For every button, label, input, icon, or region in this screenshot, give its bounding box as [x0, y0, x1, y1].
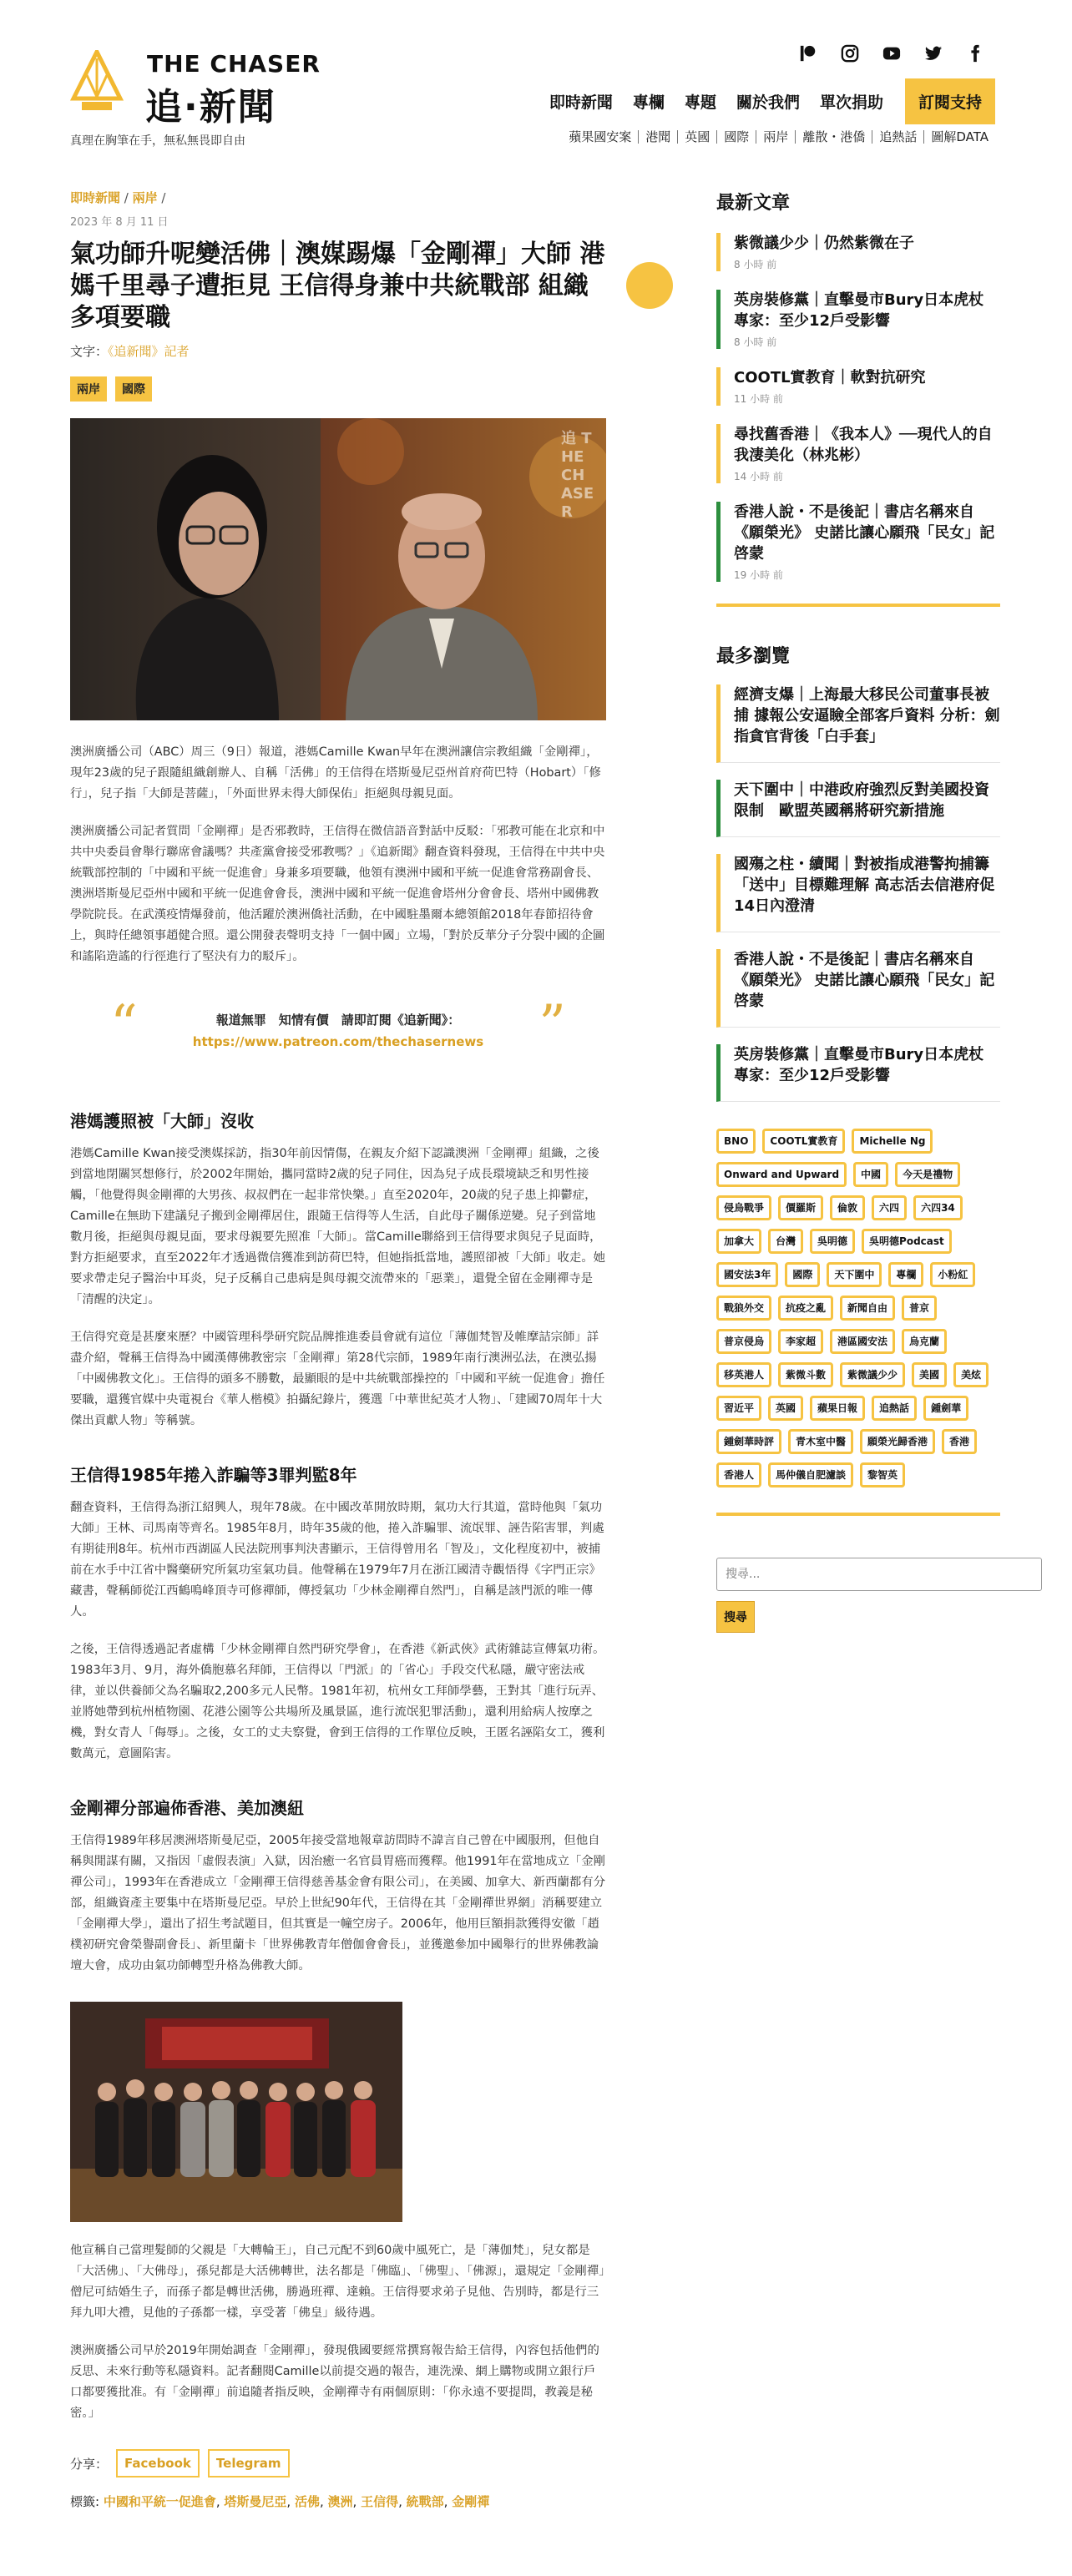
- subnav-item[interactable]: 港聞: [638, 130, 677, 144]
- social-links: [798, 43, 985, 63]
- popular-article-item[interactable]: 英房裝修黨｜直擊曼市Bury日本虎杖 專家：至少12戶受影響: [716, 1044, 1000, 1102]
- latest-article-title[interactable]: 香港人說・不是後記｜書店名稱來自《願榮光》 史諾比讓心願飛「民女」記啓蒙: [734, 503, 995, 563]
- section-heading: 港媽護照被「大師」沒收: [70, 1111, 254, 1131]
- tag-cloud-item[interactable]: 烏克蘭: [902, 1329, 947, 1354]
- tag-cloud-item[interactable]: 願榮光歸香港: [860, 1429, 935, 1454]
- tag-cloud-item[interactable]: 專欄: [888, 1262, 923, 1287]
- tag-cloud-item[interactable]: 倫敦: [830, 1195, 865, 1220]
- category-tag[interactable]: 兩岸: [70, 376, 107, 402]
- latest-articles-heading: 最新文章: [716, 193, 791, 214]
- site-header: [0, 0, 1072, 167]
- latest-article-time: 8 小時 前: [734, 259, 777, 270]
- popular-article-item[interactable]: 國殤之柱・續聞｜對被指成港警拘捕籌「送中」目標難理解 高志活去信港府促14日內澄清: [716, 854, 1000, 932]
- tags-label: 標籤:: [70, 2494, 104, 2509]
- tag-cloud-item[interactable]: 黎智英: [860, 1462, 905, 1488]
- latest-article-title[interactable]: 尋找舊香港｜《我本人》──現代人的自我淒美化（林兆彬）: [734, 426, 993, 464]
- latest-article-item[interactable]: [716, 502, 1000, 582]
- hero-watermark: 追 THE CHASER: [561, 430, 594, 521]
- popular-articles-heading: 最多瀏覽: [716, 646, 791, 667]
- latest-article-title[interactable]: 紫微議少少｜仍然紫微在子: [734, 235, 914, 252]
- latest-article-item[interactable]: [716, 290, 1000, 349]
- tag-cloud-item[interactable]: 追熱話: [872, 1396, 917, 1421]
- article-paragraph: 王信得究竟是甚麼來歷？中國管理科學研究院品牌推進委員會就有這位「薄伽梵智及帷摩詰宗師」詳盡介紹，聲稱王信得為中國漢傳佛教密宗「金剛禪」第28代宗師，1989年南行澳洲弘法，在澳弘揚「中國佛教文化」。王信得的頭多不勝數，最顯眼的是中共統戰部操控的「中國和平統一促進會」擔任要職，還獲官媒中央電視台《華人楷模》拍攝紀錄片，獲選「中華世紀英才人物」、「建國70周年十大傑出貢獻人物」等稱號。: [70, 1331, 605, 1427]
- article-paragraph: 王信得1989年移居澳洲塔斯曼尼亞，2005年接受當地報章訪問時不諱言自己曾在中國服刑，但他自稱與閒謀有關，又指因「虛假表演」入獄，因治癒一名官員胃癌而獲釋。他1991年在當地成立「金剛禪公司」，1993年在香港成立「金剛禪王信得慈善基金會有限公司」，在美國、加拿大、新西蘭都有分部，組織資產主要集中在塔斯曼尼亞。早於上世紀90年代，王信得在其「金剛禪世界網」消稱要建立「金剛禪大學」，還出了招生考試題目，但其實是一幢空房子。2006年，他用巨額捐款獲得安徽「趙樸初研究會榮譽副會長」、新里蘭卡「世界佛教青年僧伽會會長」，並獲邀參加中國舉行的世界佛教論壇大會，成功由氣功師轉型升格為佛教大師。: [70, 1834, 606, 1972]
- tag-cloud-item[interactable]: 吳明德: [810, 1229, 855, 1254]
- pen-nib-logo-icon: [70, 50, 124, 119]
- article-paragraph: 澳洲廣播公司早於2019年開始調查「金剛禪」，發現俄國要經常撰寫報告給王信得，內容包括他們的反思、未來行動等私隱資料。記者翻閱Camille以前提交過的報告，連洗澡、網上購物或開立銀行戶口都要獲批准。有「金剛禪」前追隨者指反映，金剛禪寺有兩個原則：「你永遠不要提問，教義是秘密。」: [70, 2344, 599, 2420]
- section-heading: 王信得1985年捲入詐騙等3罪判監8年: [70, 1465, 357, 1485]
- article-paragraph: 他宣稱自己當理髮師的父親是「大轉輪王」，自己元配不到60歲中風死亡，是「薄伽梵」，兒女都是「大活佛」、「大佛母」，孫兒都是大活佛轉世，法名都是「佛臨」、「佛聖」、「佛源」，還規定「金剛禪」僧尼可結婚生子，而孫子都是轉世活佛，勝過班禪、達賴。王信得要求弟子見他、告別時，都是行三拜九叩大禮，見他的子孫都一樣，享受著「佛皇」級待遇。: [70, 2244, 605, 2320]
- tag-cloud-item[interactable]: 普京: [902, 1296, 937, 1321]
- tag-cloud-item[interactable]: 六四34: [913, 1195, 963, 1220]
- nav-item-breaking[interactable]: 即時新聞: [549, 93, 613, 112]
- category-tags: [70, 376, 606, 402]
- latest-article-item[interactable]: [716, 233, 1000, 271]
- byline-label: 文字：: [70, 344, 109, 359]
- sidebar-divider: [716, 604, 1000, 607]
- tag-cloud-item[interactable]: 英國: [768, 1396, 803, 1421]
- tag-cloud-item[interactable]: 鍾劍華時評: [716, 1429, 781, 1454]
- subnav-item[interactable]: 蘋果國安案: [569, 129, 632, 144]
- subnav-item[interactable]: 圖解DATA: [923, 130, 995, 144]
- share-label: 分享：: [70, 2456, 109, 2472]
- search-button[interactable]: 搜尋: [716, 1601, 755, 1633]
- main-navigation: [539, 78, 995, 124]
- article-tag-link[interactable]: 王信得: [361, 2494, 399, 2509]
- article-headline: 氣功師升呢變活佛｜澳媒踢爆「金剛禪」大師 港媽千里尋子遭拒見 王信得身兼中共統戰部 組織多項要職: [70, 240, 605, 332]
- tag-cloud-item[interactable]: 新聞自由: [840, 1296, 895, 1321]
- logo-chinese-text: 追·新聞: [145, 86, 276, 129]
- category-tag[interactable]: 國際: [115, 376, 152, 402]
- facebook-icon[interactable]: [965, 43, 985, 63]
- site-tagline: 真理在胸筆在手，無私無畏即自由: [70, 134, 245, 148]
- tag-cloud-item[interactable]: 蘋果日報: [810, 1396, 865, 1421]
- tag-cloud-item[interactable]: 馬仲儀自肥濾談: [768, 1462, 853, 1488]
- tag-cloud-item[interactable]: 中國: [853, 1162, 888, 1187]
- tag-cloud-item[interactable]: Michelle Ng: [852, 1129, 933, 1154]
- close-quote-icon: ”: [539, 994, 566, 1056]
- hero-photo-illustration: [70, 418, 606, 720]
- article-tags: 標籤: 中國和平統一促進會, 塔斯曼尼亞, 活佛, 澳洲, 王信得, 統戰部, 金剛禪: [70, 2494, 490, 2509]
- latest-article-title[interactable]: COOTL實教育｜軟對抗研究: [734, 369, 926, 386]
- latest-article-time: 14 小時 前: [734, 471, 783, 482]
- sub-navigation: [562, 130, 995, 144]
- tag-cloud-item[interactable]: 香港人: [716, 1462, 761, 1488]
- tag-cloud-item[interactable]: 加拿大: [716, 1229, 761, 1254]
- subnav-item[interactable]: 英國: [677, 130, 716, 144]
- tag-cloud-item[interactable]: 李家超: [778, 1329, 823, 1354]
- group-photo: [70, 2002, 402, 2222]
- patreon-icon[interactable]: [798, 43, 818, 63]
- latest-article-item[interactable]: [716, 424, 1000, 483]
- latest-article-time: 11 小時 前: [734, 393, 783, 405]
- subnav-item[interactable]: 追熱話: [872, 130, 923, 144]
- tag-cloud-item[interactable]: 天下圍中: [827, 1262, 882, 1287]
- tag-cloud-item[interactable]: 美炫: [953, 1362, 989, 1387]
- share-telegram-button[interactable]: Telegram: [208, 2449, 290, 2478]
- quote-text: 報道無罪 知情有價 請即訂閱《追新聞》：: [215, 1013, 461, 1028]
- tag-cloud-item[interactable]: 戰狼外交: [716, 1296, 771, 1321]
- tag-cloud-item[interactable]: 移英港人: [716, 1362, 771, 1387]
- hero-image: [70, 418, 606, 720]
- article-paragraph: 翻查資料，王信得為浙江紹興人，現年78歲。在中國改革開放時期，氣功大行其道，當時他與「氣功大師」王林、司馬南等齊名。1985年8月，時年35歲的他，捲入詐騙罪、流氓罪、誣告陷害罪，判處有期徒刑8年。杭州市西湖區人民法院刑事判決書顯示，王信得曾用名「智及」，文化程度初中，被捕前在水手中江省中醫藥研究所氣功室氣功員。他聲稱在1979年7月在浙江國清寺觀悟得《字門正宗》藏書，聲稱師從江西鶴鳴峰頂寺可修禪師，傳授氣功「少林金剛禪自然門」，自稱是該門派的唯一傳人。: [70, 1501, 604, 1619]
- subnav-item[interactable]: 國際: [716, 130, 756, 144]
- search-input[interactable]: [716, 1558, 1042, 1591]
- nav-item-columns[interactable]: 專欄: [632, 93, 665, 112]
- tag-cloud-item[interactable]: 國安法3年: [716, 1262, 778, 1287]
- site-logo[interactable]: [70, 43, 321, 127]
- open-quote-icon: “: [110, 994, 138, 1056]
- subscribe-button[interactable]: 訂閱支持: [905, 78, 995, 124]
- tag-cloud-item[interactable]: 吳明德Podcast: [862, 1229, 952, 1254]
- tag-cloud-item[interactable]: 紫微議少少: [840, 1362, 905, 1387]
- article-tag-link[interactable]: 中國和平統一促進會: [103, 2494, 216, 2509]
- share-row: [70, 2449, 606, 2478]
- nav-item-donate[interactable]: 單次捐助: [819, 93, 883, 112]
- breadcrumb: 即時新聞 / 兩岸 /: [70, 190, 166, 205]
- tag-cloud-item[interactable]: 紫微斗數: [778, 1362, 833, 1387]
- popular-article-item[interactable]: 香港人說・不是後記｜書店名稱來自《願榮光》 史諾比讓心願飛「民女」記啓蒙: [716, 949, 1000, 1028]
- article-paragraph: 之後，王信得透過記者虛構「少林金剛禪自然門研究學會」，在香港《新武俠》武術雜誌宣傳氣功術。1983年3月、9月，海外僑胞慕名拜師，王信得以「門派」的「省心」手段交代私隱，嚴守密法戒律，並以供養師父為名騙取2,200多元人民幣。1981年初，杭州女工拜師學藝，王對其「進行玩弄、並將她帶到杭州植物園、花港公園等公共場所及風景區，進行流氓犯罪活動」，還利用給病人按摩之機，對女青人「侮辱」。之後，女工的丈夫察覺，會到王信得的工作單位反映，王匿名誣陷女工，獲利數萬元，意圖陷害。: [70, 1643, 605, 1760]
- tag-cloud-item[interactable]: Onward and Upward: [716, 1162, 847, 1187]
- twitter-icon[interactable]: [923, 43, 943, 63]
- tag-cloud-item[interactable]: 香港: [942, 1429, 977, 1454]
- article-paragraph: 港媽Camille Kwan接受澳媒採訪，指30年前因情傷，在親友介紹下認識澳洲「金剛禪」組織，之後到當地閉關冥想修行，於2002年開始，攜同當時2歲的兒子同住，因為兒子成長環境缺乏和男性接觸，「他覺得與金剛禪的大男孩、叔叔們在一起非常快樂。」直至2020年，20歲的兒子患上抑鬱症，Camille在無助下建議兒子搬到金剛禪居住，跟隨王信得等人生活，自此母子關係逆變。兒子到當地數月後，拒絕與母親見面，要求母親要先照准「大師」。當Camille聯絡到王信得要求與兒子見面時，對方拒絕要求，直至2022年才透過微信獲准到訪荷巴特，但她指抵當地，護照卻被「大師」收走。她要求帶走兒子醫治中耳炎，兒子反稱自己患病是與母親交流帶來的「惡業」，還覺全留在金剛禪寺是「清醒的決定」。: [70, 1147, 606, 1306]
- sidebar: [716, 189, 1000, 1633]
- tag-cloud-item[interactable]: 習近平: [716, 1396, 761, 1421]
- tag-cloud-item[interactable]: COOTL實教育: [762, 1129, 845, 1154]
- youtube-icon[interactable]: [882, 43, 902, 63]
- tag-cloud-item[interactable]: 國際: [785, 1262, 820, 1287]
- tag-cloud-item[interactable]: 美國: [912, 1362, 947, 1387]
- article-tag-link[interactable]: 塔斯曼尼亞: [224, 2494, 287, 2509]
- instagram-icon[interactable]: [840, 43, 860, 63]
- tag-cloud-item[interactable]: 港區國安法: [830, 1329, 895, 1354]
- tag-cloud-item[interactable]: 小粉紅: [930, 1262, 975, 1287]
- article-paragraph: 澳洲廣播公司（ABC）周三（9日）報道，港媽Camille Kwan早年在澳洲讓信宗教組織「金剛禪」，現年23歲的兒子跟隨組織創辦人、自稱「活佛」的王信得在塔斯曼尼亞州首府荷巴特（Hobart）「修行」，兒子指「大師是菩薩」，「外面世界未得大師保佑」拒絕與母親見面。: [70, 745, 601, 801]
- nav-item-features[interactable]: 專題: [684, 93, 716, 112]
- sidebar-divider: [716, 1513, 1000, 1516]
- tag-cloud-item[interactable]: 價羅斯: [778, 1195, 823, 1220]
- share-facebook-button[interactable]: Facebook: [116, 2449, 200, 2478]
- nav-item-about[interactable]: 關於我們: [736, 93, 800, 112]
- latest-article-time: 8 小時 前: [734, 336, 777, 348]
- article-paragraph: 澳洲廣播公司記者質問「金剛禪」是否邪教時，王信得在微信語音對話中反駁：「邪教可能在北京和中共中央委員會舉行聯席會議嗎？共產黨會接受邪教嗎？」《追新聞》翻查資料發現，王信得在中共中央統戰部控制的「中國和平統一促進會」身兼多項要職，他領有澳洲中國和平統一促進會常務副會長、澳洲塔斯曼尼亞州中國和平統一促進會會長，澳洲中國和平統一促進會塔州分會會長、塔州中國佛教學院院長。在武漢疫情爆發前，他活躍於澳洲僑社活動，在中國駐墨爾本總領館2018年春節招待會上，與時任總領事趙健合照。還公開發表聲明支持「一個中國」立場，「對於反華分子分裂中國的企圖和謠陷造謠的行徑進行了堅決有力的駁斥」。: [70, 825, 605, 963]
- latest-article-title[interactable]: 英房裝修黨｜直擊曼市Bury日本虎杖 專家：至少12戶受影響: [734, 291, 984, 330]
- tag-cloud-item[interactable]: 六四: [872, 1195, 907, 1220]
- popular-article-item[interactable]: 經濟支爆｜上海最大移民公司董事長被捕 據報公安逼瞼全部客戶資料 分析：劍指貪官背後「白手套」: [716, 684, 1000, 763]
- section-heading: 金剛禪分部遍佈香港、美加澳紐: [70, 1798, 304, 1818]
- search-widget: [716, 1558, 1000, 1633]
- byline-author[interactable]: 《追新聞》記者: [108, 344, 190, 359]
- article-tag-link[interactable]: 澳洲: [327, 2494, 353, 2509]
- latest-article-item[interactable]: [716, 367, 1000, 406]
- tag-cloud-item[interactable]: 侵烏戰爭: [716, 1195, 771, 1220]
- tag-cloud-item[interactable]: 普京侵烏: [716, 1329, 771, 1354]
- tag-cloud-item[interactable]: BNO: [716, 1129, 756, 1154]
- group-photo-illustration: [70, 2002, 402, 2222]
- article-tag-link[interactable]: 活佛: [294, 2494, 320, 2509]
- tag-cloud-item[interactable]: 抗疫之亂: [778, 1296, 833, 1321]
- tag-cloud-item[interactable]: 台灣: [768, 1229, 803, 1254]
- popular-article-item[interactable]: 天下圍中｜中港政府強烈反對美國投資限制 歐盟英國稱將研究新措施: [716, 780, 1000, 837]
- publish-date: 2023 年 8 月 11 日: [70, 216, 169, 229]
- patreon-link[interactable]: https://www.patreon.com/thechasernews: [192, 1034, 484, 1049]
- tag-cloud-item[interactable]: 青木室中醫: [788, 1429, 853, 1454]
- byline: [70, 342, 606, 360]
- logo-english-text: THE CHASER: [147, 50, 321, 78]
- breadcrumb-item[interactable]: 兩岸: [132, 190, 158, 205]
- article: [70, 189, 606, 2510]
- article-tag-link[interactable]: 金剛禪: [452, 2494, 490, 2509]
- floating-circle-button[interactable]: [626, 262, 673, 309]
- subnav-item[interactable]: 兩岸: [756, 130, 795, 144]
- breadcrumb-item[interactable]: 即時新聞: [70, 190, 121, 205]
- tag-cloud-item[interactable]: 鍾劍華: [923, 1396, 968, 1421]
- subscribe-quote: [70, 994, 606, 1073]
- latest-article-time: 19 小時 前: [734, 569, 783, 581]
- subnav-item[interactable]: 離散・港僑: [795, 130, 872, 144]
- tag-cloud-item[interactable]: 今天是禮物: [895, 1162, 960, 1187]
- article-tag-link[interactable]: 統戰部: [406, 2494, 444, 2509]
- tag-cloud: [716, 1124, 995, 1488]
